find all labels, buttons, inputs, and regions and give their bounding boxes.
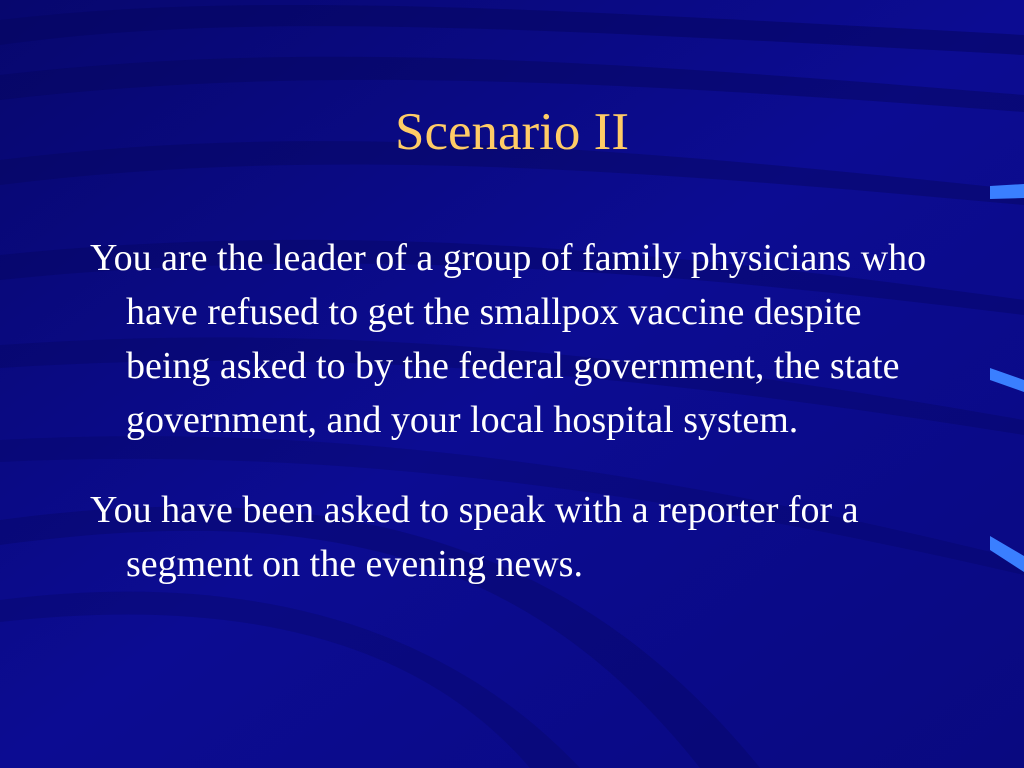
slide-title: Scenario II: [395, 103, 629, 161]
slide-body: [90, 231, 950, 591]
accent-bar-1: [990, 184, 1024, 199]
paragraph-scenario-description: You are the leader of a group of family physicians who have refused to get the smallpox vaccine despite being asked to by the federal government, the state government, and your local hospital system.: [90, 237, 927, 441]
paragraph-reporter-request: You have been asked to speak with a reporter for a segment on the evening news.: [90, 489, 859, 585]
